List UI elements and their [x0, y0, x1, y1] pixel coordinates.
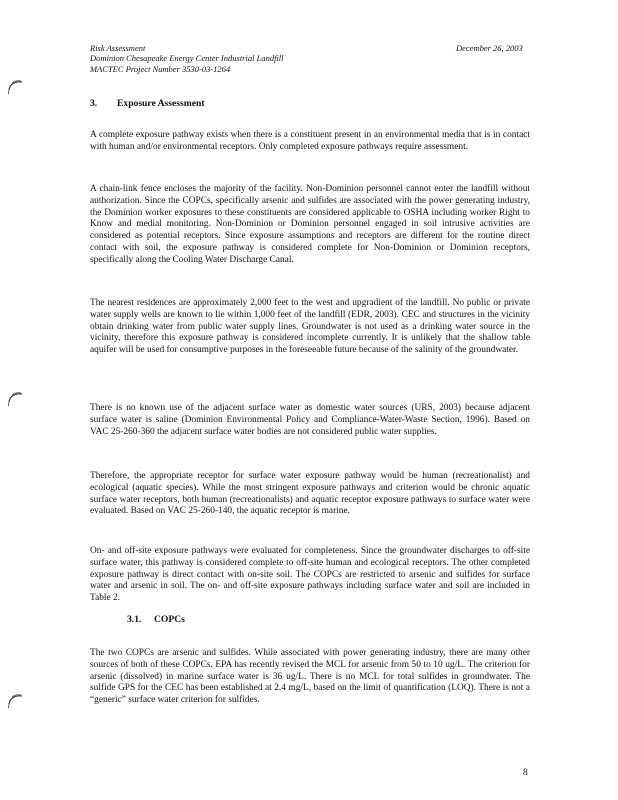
header-line-1: Risk Assessment	[90, 43, 146, 53]
paragraph-groundwater: The nearest residences are approximately 2,000 feet to the west and upgradient of the landfill. No public or private water supply wells are known to lie within 1,000 feet of the landfill (EDR, 2003). CEC and structures in the vicinity obtain drinking water from public water supply lines. Groundwater is not used as a drinking water source in the vicinity, therefore this exposure pathway is considered incomplete currently. It is unlikely that the shallow table aquifer will be used for consumptive purposes in the foreseeable future because of the salinity of the groundwater.	[90, 298, 530, 356]
paragraph-site-access: A chain-link fence encloses the majority of the facility. Non-Dominion personnel cannot enter the landfill without authorization. Since the COPCs, specifically arsenic and sulfides are associated with the power generating industry, the Dominion worker exposures to these constituents are considered applicable to OSHA including worker Right to Know and medial monitoring. Non-Dominion or Dominion personnel engaged in soil intrusive activities are considered as potential receptors. Since exposure assumptions and receptors are different for the routine direct contact with soil, the exposure pathway is considered complete for Non-Dominion or Dominion receptors, specifically along the Cooling Water Discharge Canal.	[90, 184, 530, 265]
header-date: December 26, 2003	[456, 43, 523, 53]
subsection-number: 3.1.	[127, 614, 142, 625]
paragraph-receptors: Therefore, the appropriate receptor for surface water exposure pathway would be human (recreationalist) and ecological (aquatic species). While the most stringent exposure pathways and criterion would be chronic aquatic surface water receptors, both human (recreationalists) and aquatic receptor exposure pathways to surface water were evaluated. Based on VAC 25-260-140, the aquatic receptor is marine.	[90, 471, 530, 517]
running-header	[90, 43, 284, 74]
section-heading	[90, 98, 205, 110]
punch-hole-mark-bottom	[6, 690, 26, 710]
section-number: 3.	[90, 98, 98, 109]
punch-hole-mark-top	[6, 76, 26, 96]
section-title: Exposure Assessment	[117, 98, 205, 109]
subsection-title: COPCs	[154, 614, 185, 625]
header-line-2: Dominion Chesapeake Energy Center Industrial Landfill	[90, 53, 284, 64]
punch-hole-mark-middle	[6, 388, 26, 408]
page-number: 8	[523, 767, 528, 778]
subsection-heading	[127, 614, 185, 626]
header-line-3: MACTEC Project Number 3530-03-1264	[90, 63, 231, 74]
paragraph-copcs: The two COPCs are arsenic and sulfides. While associated with power generating industry, there are many other sources of both of these COPCs. EPA has recently revised the MCL for arsenic from 50 to 10 ug/L. The criterion for arsenic (dissolved) in marine surface water is 36 ug/L. There is no MCL for total sulfides in groundwater. The sulfide GPS for the CEC has been established at 2.4 mg/L, based on the limit of quantification (LOQ). There is not a “generic” surface water criterion for sulfides.	[90, 648, 530, 706]
paragraph-surface-water-use: There is no known use of the adjacent surface water as domestic water sources (URS, 2003) because adjacent surface water is saline (Dominion Environmental Policy and Compliance-Water-Waste Section, 1996). Based on VAC 25-260-360 the adjacent surface water bodies are not considered public water supplies.	[90, 403, 530, 437]
paragraph-intro: A complete exposure pathway exists when there is a constituent present in an environmental media that is in contact with human and/or environmental receptors. Only completed exposure pathways require assessment.	[90, 130, 530, 152]
paragraph-pathways: On- and off-site exposure pathways were evaluated for completeness. Since the groundwater discharges to off-site surface water, this pathway is considered complete to off-site human and ecological receptors. The other completed exposure pathway is direct contact with on-site soil. The COPCs are restricted to arsenic and sulfides for surface water and arsenic in soil. The on- and off-site exposure pathways including surface water and soil are included in Table 2.	[90, 546, 530, 604]
